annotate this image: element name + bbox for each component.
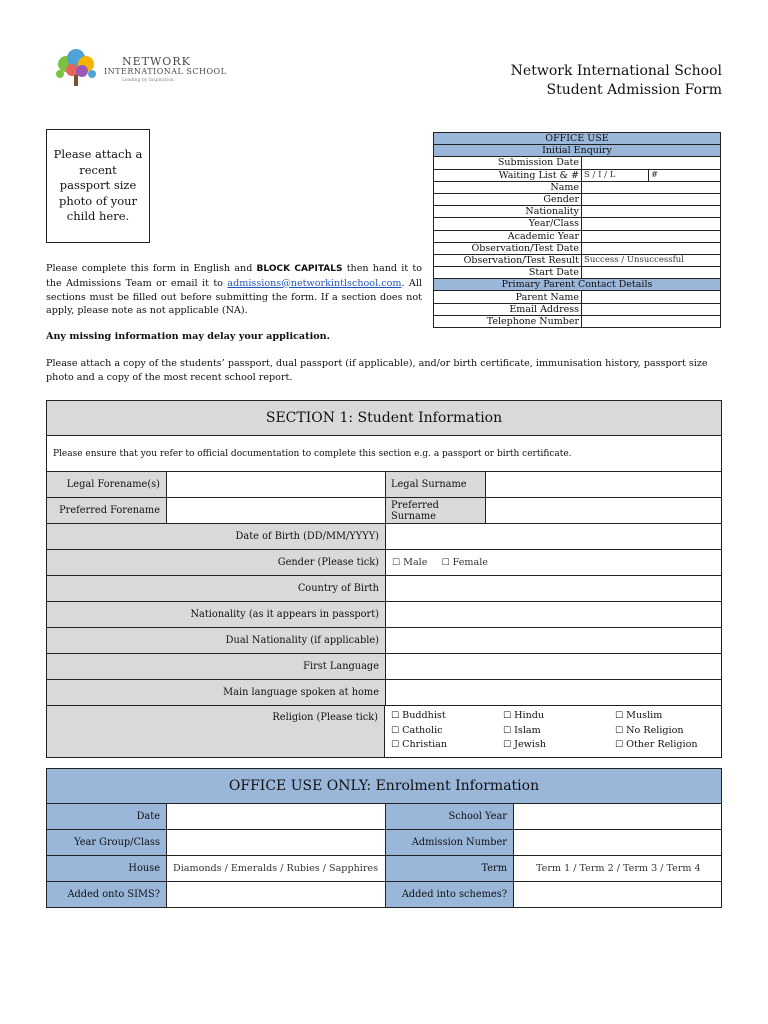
religion-options [384, 706, 721, 757]
form-name: Student Admission Form [546, 82, 722, 98]
term-label: Term [385, 856, 513, 881]
logo-tagline: Leading by Inspiration [122, 78, 174, 83]
waiting-list-number-field[interactable]: # [649, 169, 721, 181]
enrol-date-input[interactable] [166, 804, 385, 829]
table-row: Telephone Number [434, 315, 721, 327]
block-capitals-text: BLOCK CAPITALS [256, 264, 343, 274]
admission-number-input[interactable] [513, 830, 721, 855]
admissions-email-link[interactable]: admissions@networkintlschool.com [227, 277, 402, 289]
waiting-list-field[interactable]: S / I / L [582, 169, 649, 181]
table-row: Observation/Test Result Success / Unsuccessful [434, 254, 721, 266]
attachments-instructions: Please attach a copy of the students’ passport, dual passport (if applicable), and/or birth certificate, immunisation history, passport size photo and a copy of the most recent school report. [46, 358, 708, 383]
table-row: Waiting List & # S / I / L # [434, 169, 721, 181]
missing-info-warning: Any missing information may delay your application. [46, 331, 330, 342]
student-information-section [46, 400, 722, 758]
dob-label: Date of Birth (DD/MM/YYYY) [47, 524, 385, 549]
religion-checkbox[interactable]: ☐ Jewish [503, 739, 547, 751]
telephone-field[interactable] [582, 315, 721, 327]
table-row: Academic Year [434, 230, 721, 242]
school-year-input[interactable] [513, 804, 721, 829]
religion-checkbox[interactable]: ☐ Christian [391, 739, 448, 751]
office-gender-field[interactable] [582, 193, 721, 205]
enrolment-title: OFFICE USE ONLY: Enrolment Information [47, 769, 721, 804]
section1-title: SECTION 1: Student Information [47, 401, 721, 436]
school-name: Network International School [510, 63, 722, 79]
gender-female-checkbox[interactable]: ☐ Female [441, 557, 488, 568]
table-row: Observation/Test Date [434, 242, 721, 254]
parent-name-field[interactable] [582, 291, 721, 303]
table-row: Start Date [434, 267, 721, 279]
logo-name-line1: NETWORK [122, 55, 191, 68]
logo-name-line2: INTERNATIONAL SCHOOL [104, 67, 227, 76]
added-schemes-label: Added into schemes? [385, 882, 513, 907]
office-name-field[interactable] [582, 181, 721, 193]
parent-contact-title: Primary Parent Contact Details [434, 279, 721, 291]
term-options[interactable]: Term 1 / Term 2 / Term 3 / Term 4 [513, 856, 721, 881]
section1-note: Please ensure that you refer to official documentation to complete this section e.g. a passport or birth certificate. [53, 448, 572, 459]
preferred-surname-input[interactable] [485, 498, 721, 523]
religion-checkbox[interactable]: ☐ Buddhist [391, 710, 446, 721]
office-nationality-field[interactable] [582, 206, 721, 218]
religion-checkbox[interactable]: ☐ Other Religion [615, 739, 698, 751]
table-row: Submission Date [434, 157, 721, 169]
country-of-birth-input[interactable] [385, 576, 721, 601]
house-options[interactable]: Diamonds / Emeralds / Rubies / Sapphires [166, 856, 385, 881]
year-group-input[interactable] [166, 830, 385, 855]
main-language-input[interactable] [385, 680, 721, 705]
submission-date-field[interactable] [582, 157, 721, 169]
year-group-label: Year Group/Class [47, 830, 166, 855]
dual-nationality-label: Dual Nationality (if applicable) [47, 628, 385, 653]
school-year-label: School Year [385, 804, 513, 829]
preferred-forename-label: Preferred Forename [47, 498, 166, 523]
table-row: Name [434, 181, 721, 193]
test-date-field[interactable] [582, 242, 721, 254]
preferred-forename-input[interactable] [166, 498, 385, 523]
instructions-paragraph: Please complete this form in English and BLOCK CAPITALS then hand it to the Admissions Team or email it to admissions@networkintlschool.com. All sections must be filled out before submitting the form. If a section does not apply, please note as not applicable (NA). [46, 263, 422, 317]
main-language-label: Main language spoken at home [47, 680, 385, 705]
nationality-label: Nationality (as it appears in passport) [47, 602, 385, 627]
religion-checkbox[interactable]: ☐ Islam [503, 724, 541, 736]
gender-male-checkbox[interactable]: ☐ Male [392, 557, 428, 568]
admission-number-label: Admission Number [385, 830, 513, 855]
country-of-birth-label: Country of Birth [47, 576, 385, 601]
table-row: Parent Name [434, 291, 721, 303]
first-language-input[interactable] [385, 654, 721, 679]
preferred-surname-label: Preferred Surname [385, 498, 485, 523]
legal-forename-input[interactable] [166, 472, 385, 497]
academic-year-field[interactable] [582, 230, 721, 242]
added-sims-label: Added onto SIMS? [47, 882, 166, 907]
religion-checkbox[interactable]: ☐ Hindu [503, 710, 545, 721]
enrolment-information-section [46, 768, 722, 908]
religion-checkbox[interactable]: ☐ No Religion [615, 724, 684, 736]
religion-checkbox[interactable]: ☐ Muslim [615, 710, 663, 721]
gender-options [385, 550, 721, 575]
table-row: Email Address [434, 303, 721, 315]
gender-label: Gender (Please tick) [47, 550, 385, 575]
house-label: House [47, 856, 166, 881]
email-address-field[interactable] [582, 303, 721, 315]
test-result-field[interactable]: Success / Unsuccessful [582, 254, 721, 266]
office-year-class-field[interactable] [582, 218, 721, 230]
table-row: Nationality [434, 206, 721, 218]
photo-attach-box[interactable] [46, 129, 150, 243]
photo-box-text: Please attach a recent passport size photo of your child here. [53, 147, 143, 224]
dual-nationality-input[interactable] [385, 628, 721, 653]
added-sims-input[interactable] [166, 882, 385, 907]
legal-surname-input[interactable] [485, 472, 721, 497]
enrol-date-label: Date [47, 804, 166, 829]
office-use-table [433, 132, 721, 328]
legal-surname-label: Legal Surname [385, 472, 485, 497]
tree-logo-icon [52, 48, 102, 88]
dob-input[interactable] [385, 524, 721, 549]
religion-checkbox[interactable]: ☐ Catholic [391, 724, 443, 736]
first-language-label: First Language [47, 654, 385, 679]
nationality-input[interactable] [385, 602, 721, 627]
legal-forename-label: Legal Forename(s) [47, 472, 166, 497]
start-date-field[interactable] [582, 267, 721, 279]
table-row: Gender [434, 193, 721, 205]
document-title [511, 62, 722, 100]
table-row: Year/Class [434, 218, 721, 230]
religion-label: Religion (Please tick) [47, 706, 384, 757]
initial-enquiry-title: Initial Enquiry [434, 145, 721, 157]
added-schemes-input[interactable] [513, 882, 721, 907]
office-use-title: OFFICE USE [434, 133, 721, 145]
